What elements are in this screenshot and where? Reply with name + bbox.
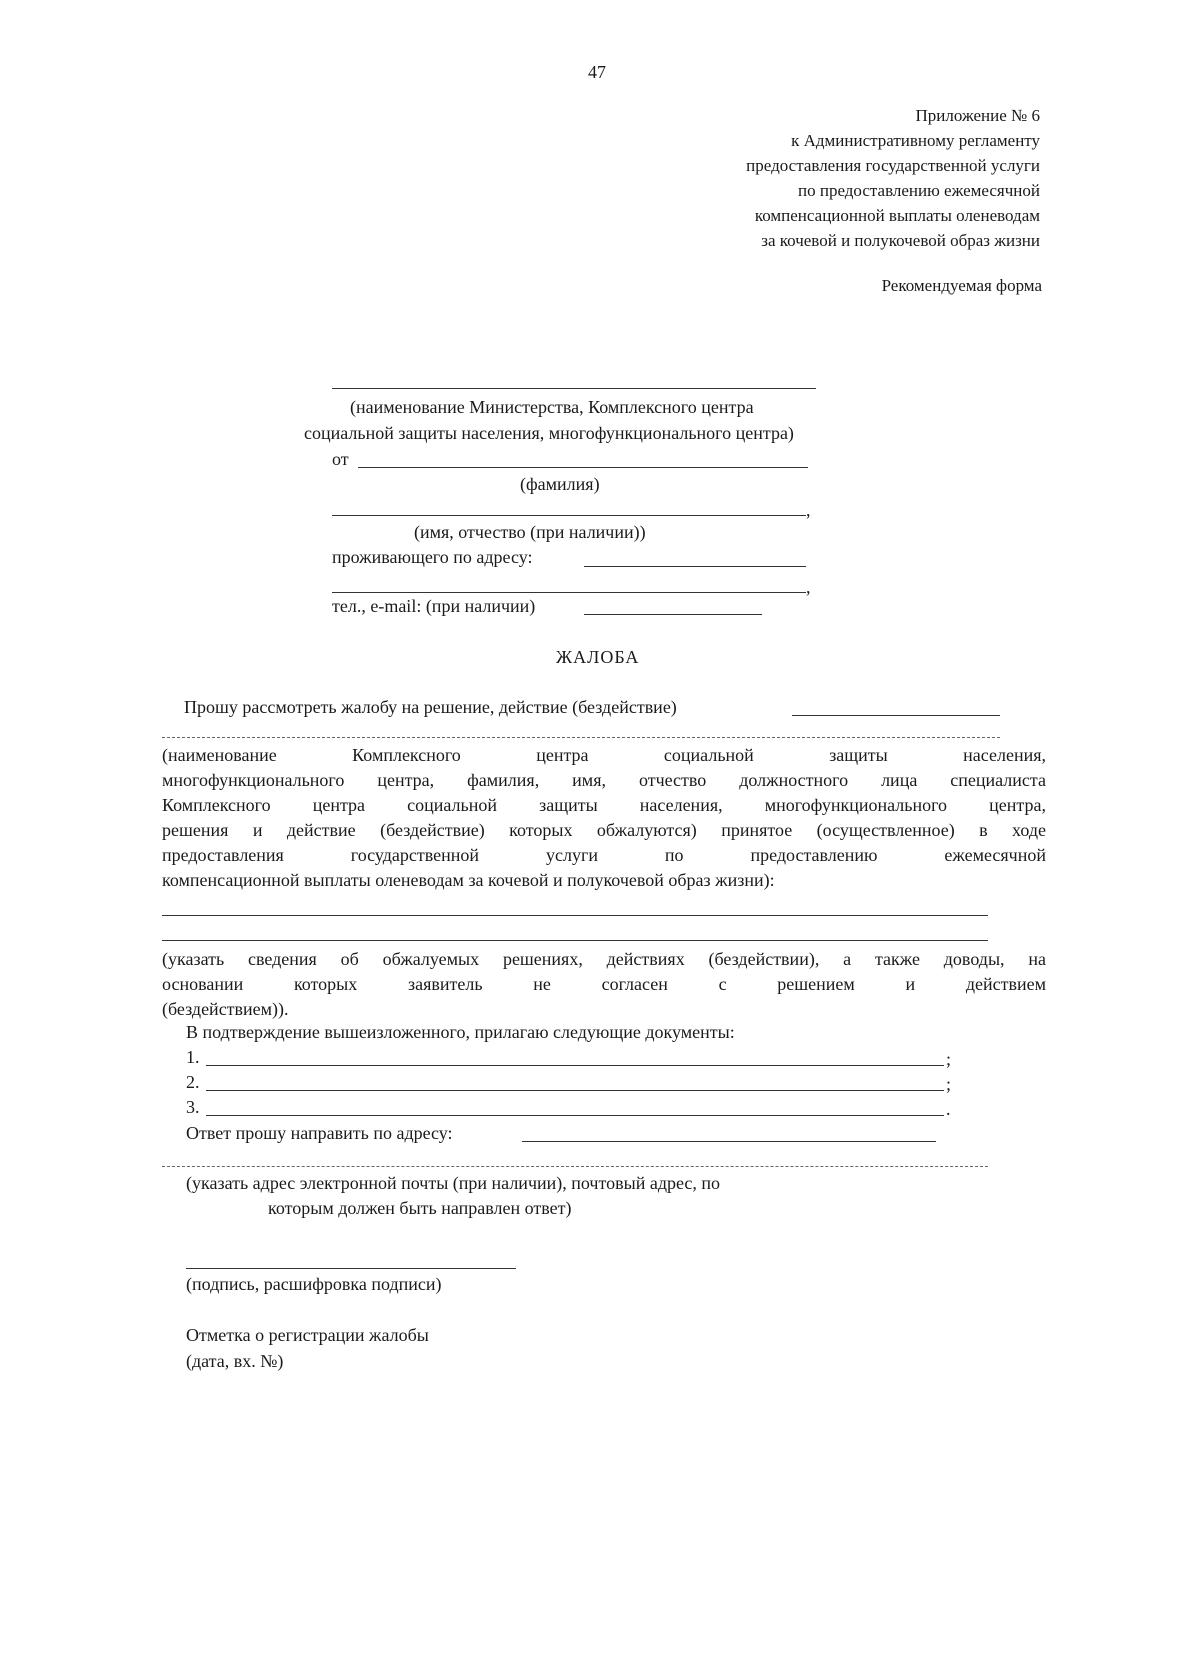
attachment-end: . [946,1099,951,1119]
from-label: от [332,449,349,469]
appendix-block [746,103,1040,253]
name-line [332,515,806,516]
contact-label: тел., e-mail: (при наличии) [332,596,536,616]
appendix-line: предоставления государственной услуги [746,156,1040,175]
attachments-intro: В подтверждение вышеизложенного, прилагаю следующие документы: [186,1022,735,1042]
attachment-number: 2. [186,1072,200,1092]
details-caption: (бездействием)). [162,999,289,1019]
ministry-name-line [332,388,816,389]
reply-line [522,1141,936,1142]
reply-caption-2: которым должен быть направлен ответ) [268,1198,572,1218]
attachment-end: ; [946,1074,952,1094]
name-line-comma: , [806,500,811,520]
reply-line-2 [162,1166,988,1167]
page-number: 47 [588,62,606,82]
ministry-caption-1: (наименование Министерства, Комплексного центра [350,397,754,417]
registration-date-label: (дата, вх. №) [186,1351,284,1371]
reply-caption-1: (указать адрес электронной почты (при наличии), почтовый адрес, по [186,1173,721,1193]
appendix-line: компенсационной выплаты оленеводам [754,206,1040,225]
address-line-comma: , [806,577,811,597]
attachment-number: 3. [186,1097,200,1117]
details-caption: (указать сведения об обжалуемых решениях, действиях (бездействии), а также доводы, на [162,949,1046,969]
body-top-line [162,737,1000,738]
from-line [358,467,808,468]
ministry-caption-2: социальной защиты населения, многофункционального центра) [304,423,794,443]
attachment-line [206,1115,944,1116]
attachment-line [206,1065,944,1066]
appendix-line: по предоставлению ежемесячной [798,181,1040,200]
body-line: предоставления государственной услуги по предоставлению ежемесячной [162,845,1046,865]
reply-label: Ответ прошу направить по адресу: [186,1123,453,1143]
request-line: Прошу рассмотреть жалобу на решение, действие (бездействие) [184,697,677,717]
surname-caption: (фамилия) [520,474,600,494]
attachment-line [206,1090,944,1091]
name-caption: (имя, отчество (при наличии)) [414,522,646,542]
signature-caption: (подпись, расшифровка подписи) [186,1274,442,1294]
address-label: проживающего по адресу: [332,547,533,567]
details-line-2 [162,940,988,941]
body-line: многофункционального центра, фамилия, имя, отчество должностного лица специалиста [162,770,1046,790]
appendix-line: Приложение № 6 [915,106,1040,125]
registration-label: Отметка о регистрации жалобы [186,1325,429,1345]
body-line: (наименование Комплексного центра социальной защиты населения, [162,745,1046,765]
appendix-line: за кочевой и полукочевой образ жизни [761,231,1040,250]
recommended-form-label: Рекомендуемая форма [881,276,1042,295]
body-line: решения и действие (бездействие) которых обжалуются) принятое (осуществленное) в ходе [162,820,1046,840]
details-line-1 [162,915,988,916]
details-caption: основании которых заявитель не согласен с решением и действием [162,974,1046,994]
body-line: Комплексного центра социальной защиты населения, многофункционального центра, [162,795,1046,815]
body-line: компенсационной выплаты оленеводам за кочевой и полукочевой образ жизни): [162,870,775,890]
signature-line [186,1268,516,1269]
appendix-line: к Административному регламенту [791,131,1040,150]
attachment-end: ; [946,1049,952,1069]
attachment-number: 1. [186,1047,200,1067]
address-line-2 [332,592,806,593]
complaint-title: ЖАЛОБА [556,647,640,667]
contact-line [584,614,762,615]
request-blank-line [792,715,1000,716]
address-line [584,566,806,567]
